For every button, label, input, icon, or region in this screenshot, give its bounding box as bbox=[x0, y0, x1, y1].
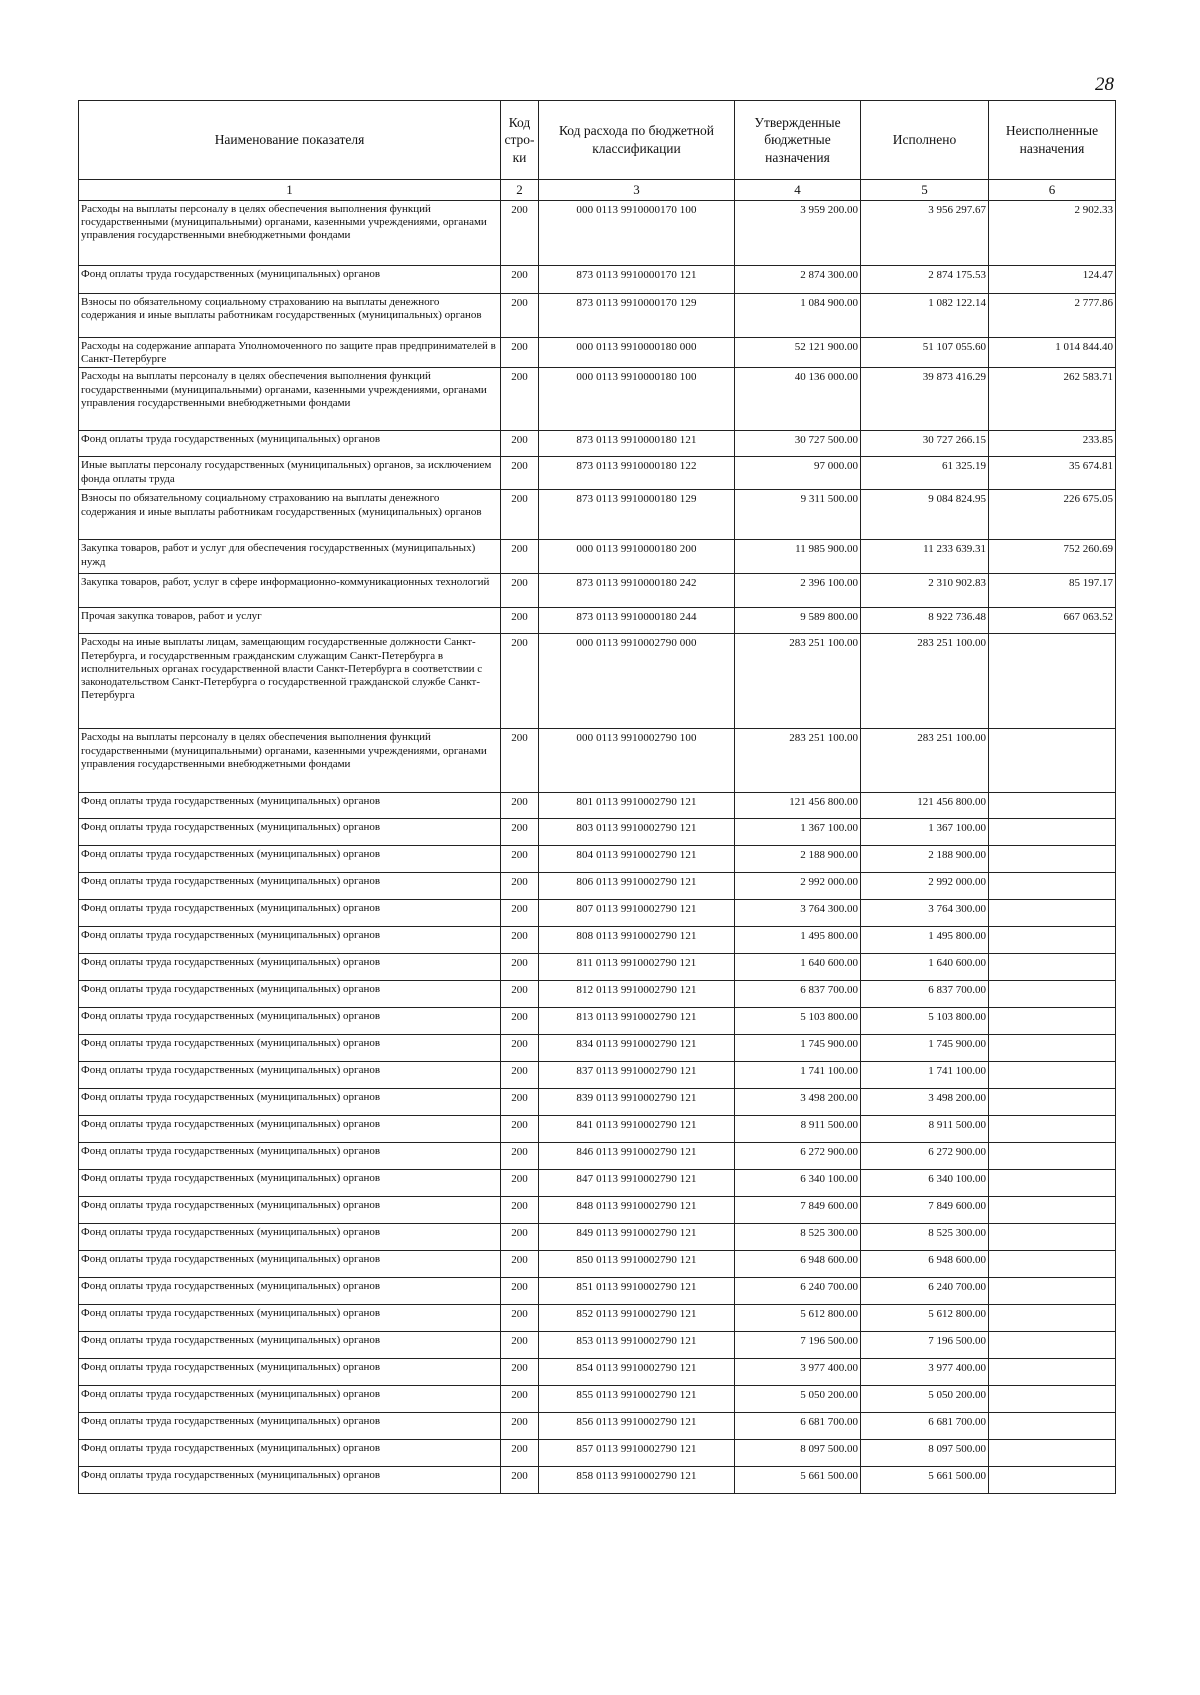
row-line-code: 200 bbox=[501, 1224, 539, 1251]
row-approved-amount: 6 272 900.00 bbox=[735, 1143, 861, 1170]
row-approved-amount: 1 367 100.00 bbox=[735, 819, 861, 846]
row-indicator-name: Фонд оплаты труда государственных (муниципальных) органов bbox=[79, 1251, 501, 1278]
header-indicator-name: Наименование показателя bbox=[79, 101, 501, 180]
row-indicator-name: Фонд оплаты труда государственных (муниципальных) органов bbox=[79, 1413, 501, 1440]
page-number: 28 bbox=[1095, 74, 1114, 95]
row-line-code: 200 bbox=[501, 1062, 539, 1089]
table-row bbox=[79, 1413, 1116, 1440]
row-budget-code: 801 0113 9910002790 121 bbox=[539, 793, 735, 819]
row-unexecuted-amount bbox=[989, 1143, 1116, 1170]
row-approved-amount: 40 136 000.00 bbox=[735, 368, 861, 431]
row-budget-code: 847 0113 9910002790 121 bbox=[539, 1170, 735, 1197]
row-indicator-name: Взносы по обязательному социальному страхованию на выплаты денежного содержания и иные выплаты работникам государственных (муниципальных) органов bbox=[79, 490, 501, 540]
row-budget-code: 850 0113 9910002790 121 bbox=[539, 1251, 735, 1278]
row-executed-amount: 6 681 700.00 bbox=[861, 1413, 989, 1440]
row-indicator-name: Прочая закупка товаров, работ и услуг bbox=[79, 608, 501, 634]
row-line-code: 200 bbox=[501, 873, 539, 900]
table-body bbox=[79, 201, 1116, 1494]
row-approved-amount: 1 741 100.00 bbox=[735, 1062, 861, 1089]
table-row bbox=[79, 457, 1116, 490]
row-approved-amount: 6 837 700.00 bbox=[735, 981, 861, 1008]
row-indicator-name: Фонд оплаты труда государственных (муниципальных) органов bbox=[79, 873, 501, 900]
row-line-code: 200 bbox=[501, 729, 539, 793]
row-unexecuted-amount bbox=[989, 846, 1116, 873]
row-indicator-name: Фонд оплаты труда государственных (муниципальных) органов bbox=[79, 1035, 501, 1062]
row-indicator-name: Фонд оплаты труда государственных (муниципальных) органов bbox=[79, 1008, 501, 1035]
row-indicator-name: Закупка товаров, работ, услуг в сфере информационно-коммуникационных технологий bbox=[79, 574, 501, 608]
row-budget-code: 841 0113 9910002790 121 bbox=[539, 1116, 735, 1143]
row-executed-amount: 8 097 500.00 bbox=[861, 1440, 989, 1467]
row-approved-amount: 2 992 000.00 bbox=[735, 873, 861, 900]
row-executed-amount: 2 992 000.00 bbox=[861, 873, 989, 900]
row-executed-amount: 1 640 600.00 bbox=[861, 954, 989, 981]
row-line-code: 200 bbox=[501, 431, 539, 457]
table-row bbox=[79, 1143, 1116, 1170]
column-number-row bbox=[79, 180, 1116, 201]
row-unexecuted-amount bbox=[989, 1332, 1116, 1359]
column-number: 5 bbox=[861, 180, 989, 201]
row-budget-code: 000 0113 9910000170 100 bbox=[539, 201, 735, 266]
row-approved-amount: 283 251 100.00 bbox=[735, 729, 861, 793]
row-unexecuted-amount bbox=[989, 1278, 1116, 1305]
row-unexecuted-amount bbox=[989, 1251, 1116, 1278]
row-unexecuted-amount: 667 063.52 bbox=[989, 608, 1116, 634]
row-line-code: 200 bbox=[501, 1413, 539, 1440]
row-executed-amount: 6 340 100.00 bbox=[861, 1170, 989, 1197]
table-row bbox=[79, 729, 1116, 793]
row-executed-amount: 1 495 800.00 bbox=[861, 927, 989, 954]
row-approved-amount: 6 340 100.00 bbox=[735, 1170, 861, 1197]
table-row bbox=[79, 1278, 1116, 1305]
row-unexecuted-amount bbox=[989, 927, 1116, 954]
table-row bbox=[79, 1386, 1116, 1413]
row-budget-code: 848 0113 9910002790 121 bbox=[539, 1197, 735, 1224]
table-row bbox=[79, 954, 1116, 981]
row-unexecuted-amount bbox=[989, 1224, 1116, 1251]
header-line-code: Код стро-ки bbox=[501, 101, 539, 180]
row-line-code: 200 bbox=[501, 1197, 539, 1224]
row-executed-amount: 61 325.19 bbox=[861, 457, 989, 490]
row-budget-code: 852 0113 9910002790 121 bbox=[539, 1305, 735, 1332]
row-unexecuted-amount bbox=[989, 1359, 1116, 1386]
row-line-code: 200 bbox=[501, 338, 539, 368]
row-approved-amount: 8 911 500.00 bbox=[735, 1116, 861, 1143]
row-budget-code: 873 0113 9910000180 242 bbox=[539, 574, 735, 608]
header-approved-appropriations: Утвержденные бюджетные назначения bbox=[735, 101, 861, 180]
row-approved-amount: 6 681 700.00 bbox=[735, 1413, 861, 1440]
row-line-code: 200 bbox=[501, 266, 539, 294]
row-indicator-name: Фонд оплаты труда государственных (муниципальных) органов bbox=[79, 900, 501, 927]
row-approved-amount: 5 050 200.00 bbox=[735, 1386, 861, 1413]
row-line-code: 200 bbox=[501, 1332, 539, 1359]
row-line-code: 200 bbox=[501, 634, 539, 729]
row-line-code: 200 bbox=[501, 819, 539, 846]
row-line-code: 200 bbox=[501, 1359, 539, 1386]
row-approved-amount: 5 661 500.00 bbox=[735, 1467, 861, 1494]
table-row bbox=[79, 1008, 1116, 1035]
row-budget-code: 873 0113 9910000170 121 bbox=[539, 266, 735, 294]
row-unexecuted-amount: 2 777.86 bbox=[989, 294, 1116, 338]
row-approved-amount: 1 640 600.00 bbox=[735, 954, 861, 981]
row-line-code: 200 bbox=[501, 574, 539, 608]
row-line-code: 200 bbox=[501, 1278, 539, 1305]
row-executed-amount: 3 977 400.00 bbox=[861, 1359, 989, 1386]
row-unexecuted-amount bbox=[989, 1116, 1116, 1143]
row-unexecuted-amount: 2 902.33 bbox=[989, 201, 1116, 266]
row-budget-code: 856 0113 9910002790 121 bbox=[539, 1413, 735, 1440]
row-line-code: 200 bbox=[501, 1386, 539, 1413]
row-approved-amount: 8 097 500.00 bbox=[735, 1440, 861, 1467]
row-line-code: 200 bbox=[501, 1008, 539, 1035]
row-indicator-name: Фонд оплаты труда государственных (муниципальных) органов bbox=[79, 1143, 501, 1170]
row-budget-code: 808 0113 9910002790 121 bbox=[539, 927, 735, 954]
table-row bbox=[79, 793, 1116, 819]
row-approved-amount: 3 498 200.00 bbox=[735, 1089, 861, 1116]
row-indicator-name: Закупка товаров, работ и услуг для обеспечения государственных (муниципальных) нужд bbox=[79, 540, 501, 574]
column-number: 3 bbox=[539, 180, 735, 201]
row-unexecuted-amount bbox=[989, 1467, 1116, 1494]
row-indicator-name: Фонд оплаты труда государственных (муниципальных) органов bbox=[79, 1197, 501, 1224]
row-executed-amount: 283 251 100.00 bbox=[861, 634, 989, 729]
row-line-code: 200 bbox=[501, 1035, 539, 1062]
row-indicator-name: Фонд оплаты труда государственных (муниципальных) органов bbox=[79, 431, 501, 457]
table-row bbox=[79, 819, 1116, 846]
table-row bbox=[79, 1089, 1116, 1116]
row-approved-amount: 11 985 900.00 bbox=[735, 540, 861, 574]
row-approved-amount: 3 764 300.00 bbox=[735, 900, 861, 927]
row-indicator-name: Фонд оплаты труда государственных (муниципальных) органов bbox=[79, 846, 501, 873]
table-row bbox=[79, 368, 1116, 431]
row-budget-code: 811 0113 9910002790 121 bbox=[539, 954, 735, 981]
row-executed-amount: 3 956 297.67 bbox=[861, 201, 989, 266]
row-executed-amount: 5 050 200.00 bbox=[861, 1386, 989, 1413]
row-indicator-name: Расходы на иные выплаты лицам, замещающим государственные должности Санкт-Петербурга, и государственным гражданским служащим Санкт-Петербурга в исполнительных органах государственной власти Санкт-Петербурга в соответствии с законодательством Санкт-Петербурга о государственной гражданской службе Санкт-Петербурга bbox=[79, 634, 501, 729]
row-approved-amount: 97 000.00 bbox=[735, 457, 861, 490]
row-executed-amount: 1 741 100.00 bbox=[861, 1062, 989, 1089]
row-budget-code: 804 0113 9910002790 121 bbox=[539, 846, 735, 873]
table-row bbox=[79, 981, 1116, 1008]
row-budget-code: 813 0113 9910002790 121 bbox=[539, 1008, 735, 1035]
row-budget-code: 812 0113 9910002790 121 bbox=[539, 981, 735, 1008]
row-line-code: 200 bbox=[501, 1143, 539, 1170]
row-budget-code: 000 0113 9910002790 100 bbox=[539, 729, 735, 793]
row-budget-code: 807 0113 9910002790 121 bbox=[539, 900, 735, 927]
row-unexecuted-amount bbox=[989, 1062, 1116, 1089]
table-row bbox=[79, 900, 1116, 927]
row-unexecuted-amount: 124.47 bbox=[989, 266, 1116, 294]
row-executed-amount: 39 873 416.29 bbox=[861, 368, 989, 431]
table-row bbox=[79, 927, 1116, 954]
row-line-code: 200 bbox=[501, 201, 539, 266]
row-executed-amount: 8 911 500.00 bbox=[861, 1116, 989, 1143]
row-line-code: 200 bbox=[501, 1251, 539, 1278]
row-line-code: 200 bbox=[501, 294, 539, 338]
table-row bbox=[79, 1062, 1116, 1089]
row-executed-amount: 51 107 055.60 bbox=[861, 338, 989, 368]
row-line-code: 200 bbox=[501, 1467, 539, 1494]
header-executed: Исполнено bbox=[861, 101, 989, 180]
row-approved-amount: 5 103 800.00 bbox=[735, 1008, 861, 1035]
row-budget-code: 851 0113 9910002790 121 bbox=[539, 1278, 735, 1305]
row-executed-amount: 30 727 266.15 bbox=[861, 431, 989, 457]
row-executed-amount: 7 849 600.00 bbox=[861, 1197, 989, 1224]
budget-execution-table bbox=[78, 100, 1116, 1494]
row-approved-amount: 3 959 200.00 bbox=[735, 201, 861, 266]
table-row bbox=[79, 1251, 1116, 1278]
row-approved-amount: 9 589 800.00 bbox=[735, 608, 861, 634]
row-budget-code: 854 0113 9910002790 121 bbox=[539, 1359, 735, 1386]
row-indicator-name: Расходы на содержание аппарата Уполномоченного по защите прав предпринимателей в Санкт-Петербурге bbox=[79, 338, 501, 368]
row-executed-amount: 6 948 600.00 bbox=[861, 1251, 989, 1278]
row-indicator-name: Расходы на выплаты персоналу в целях обеспечения выполнения функций государственными (муниципальными) органами, казенными учреждениями, органами управления государственными внебюджетными фондами bbox=[79, 368, 501, 431]
row-line-code: 200 bbox=[501, 1116, 539, 1143]
row-executed-amount: 11 233 639.31 bbox=[861, 540, 989, 574]
row-indicator-name: Фонд оплаты труда государственных (муниципальных) органов bbox=[79, 1440, 501, 1467]
row-executed-amount: 6 837 700.00 bbox=[861, 981, 989, 1008]
row-line-code: 200 bbox=[501, 368, 539, 431]
row-indicator-name: Фонд оплаты труда государственных (муниципальных) органов bbox=[79, 1116, 501, 1143]
row-approved-amount: 283 251 100.00 bbox=[735, 634, 861, 729]
row-approved-amount: 30 727 500.00 bbox=[735, 431, 861, 457]
row-budget-code: 855 0113 9910002790 121 bbox=[539, 1386, 735, 1413]
row-unexecuted-amount bbox=[989, 1386, 1116, 1413]
row-line-code: 200 bbox=[501, 1440, 539, 1467]
row-unexecuted-amount bbox=[989, 819, 1116, 846]
row-indicator-name: Фонд оплаты труда государственных (муниципальных) органов bbox=[79, 1062, 501, 1089]
row-indicator-name: Фонд оплаты труда государственных (муниципальных) органов bbox=[79, 1089, 501, 1116]
row-line-code: 200 bbox=[501, 954, 539, 981]
row-line-code: 200 bbox=[501, 793, 539, 819]
row-unexecuted-amount bbox=[989, 793, 1116, 819]
row-line-code: 200 bbox=[501, 927, 539, 954]
row-unexecuted-amount bbox=[989, 954, 1116, 981]
table-row bbox=[79, 634, 1116, 729]
row-budget-code: 806 0113 9910002790 121 bbox=[539, 873, 735, 900]
row-line-code: 200 bbox=[501, 900, 539, 927]
row-indicator-name: Фонд оплаты труда государственных (муниципальных) органов bbox=[79, 266, 501, 294]
row-line-code: 200 bbox=[501, 1089, 539, 1116]
row-indicator-name: Фонд оплаты труда государственных (муниципальных) органов bbox=[79, 1170, 501, 1197]
table-row bbox=[79, 266, 1116, 294]
row-unexecuted-amount bbox=[989, 1305, 1116, 1332]
row-indicator-name: Иные выплаты персоналу государственных (муниципальных) органов, за исключением фонда оплаты труда bbox=[79, 457, 501, 490]
row-unexecuted-amount: 85 197.17 bbox=[989, 574, 1116, 608]
row-unexecuted-amount bbox=[989, 634, 1116, 729]
row-indicator-name: Фонд оплаты труда государственных (муниципальных) органов bbox=[79, 1224, 501, 1251]
row-line-code: 200 bbox=[501, 540, 539, 574]
row-approved-amount: 7 849 600.00 bbox=[735, 1197, 861, 1224]
row-budget-code: 873 0113 9910000180 121 bbox=[539, 431, 735, 457]
row-unexecuted-amount bbox=[989, 1440, 1116, 1467]
row-budget-code: 853 0113 9910002790 121 bbox=[539, 1332, 735, 1359]
row-line-code: 200 bbox=[501, 981, 539, 1008]
table-row bbox=[79, 1197, 1116, 1224]
row-budget-code: 858 0113 9910002790 121 bbox=[539, 1467, 735, 1494]
row-indicator-name: Фонд оплаты труда государственных (муниципальных) органов bbox=[79, 1467, 501, 1494]
row-unexecuted-amount: 233.85 bbox=[989, 431, 1116, 457]
row-unexecuted-amount bbox=[989, 1035, 1116, 1062]
column-number: 2 bbox=[501, 180, 539, 201]
row-unexecuted-amount: 226 675.05 bbox=[989, 490, 1116, 540]
row-executed-amount: 121 456 800.00 bbox=[861, 793, 989, 819]
row-unexecuted-amount bbox=[989, 1089, 1116, 1116]
row-indicator-name: Фонд оплаты труда государственных (муниципальных) органов bbox=[79, 1332, 501, 1359]
column-number: 1 bbox=[79, 180, 501, 201]
column-number: 6 bbox=[989, 180, 1116, 201]
row-unexecuted-amount bbox=[989, 981, 1116, 1008]
table-row bbox=[79, 338, 1116, 368]
row-executed-amount: 2 188 900.00 bbox=[861, 846, 989, 873]
row-budget-code: 000 0113 9910002790 000 bbox=[539, 634, 735, 729]
row-approved-amount: 2 188 900.00 bbox=[735, 846, 861, 873]
table-row bbox=[79, 1305, 1116, 1332]
table-row bbox=[79, 1359, 1116, 1386]
row-executed-amount: 283 251 100.00 bbox=[861, 729, 989, 793]
row-budget-code: 846 0113 9910002790 121 bbox=[539, 1143, 735, 1170]
row-approved-amount: 7 196 500.00 bbox=[735, 1332, 861, 1359]
row-budget-code: 834 0113 9910002790 121 bbox=[539, 1035, 735, 1062]
row-indicator-name: Фонд оплаты труда государственных (муниципальных) органов bbox=[79, 927, 501, 954]
row-budget-code: 873 0113 9910000170 129 bbox=[539, 294, 735, 338]
row-line-code: 200 bbox=[501, 490, 539, 540]
row-budget-code: 857 0113 9910002790 121 bbox=[539, 1440, 735, 1467]
table-row bbox=[79, 1440, 1116, 1467]
header-unexecuted-appropriations: Неисполненные назначения bbox=[989, 101, 1116, 180]
row-executed-amount: 5 103 800.00 bbox=[861, 1008, 989, 1035]
table-row bbox=[79, 608, 1116, 634]
row-line-code: 200 bbox=[501, 457, 539, 490]
row-executed-amount: 8 525 300.00 bbox=[861, 1224, 989, 1251]
table-row bbox=[79, 1035, 1116, 1062]
table-row bbox=[79, 1332, 1116, 1359]
row-executed-amount: 8 922 736.48 bbox=[861, 608, 989, 634]
row-indicator-name: Фонд оплаты труда государственных (муниципальных) органов bbox=[79, 793, 501, 819]
row-budget-code: 000 0113 9910000180 000 bbox=[539, 338, 735, 368]
row-indicator-name: Фонд оплаты труда государственных (муниципальных) органов bbox=[79, 954, 501, 981]
row-approved-amount: 3 977 400.00 bbox=[735, 1359, 861, 1386]
row-unexecuted-amount: 35 674.81 bbox=[989, 457, 1116, 490]
row-executed-amount: 1 745 900.00 bbox=[861, 1035, 989, 1062]
row-approved-amount: 121 456 800.00 bbox=[735, 793, 861, 819]
row-approved-amount: 8 525 300.00 bbox=[735, 1224, 861, 1251]
row-executed-amount: 3 498 200.00 bbox=[861, 1089, 989, 1116]
table-row bbox=[79, 431, 1116, 457]
row-unexecuted-amount: 752 260.69 bbox=[989, 540, 1116, 574]
table-row bbox=[79, 201, 1116, 266]
row-budget-code: 873 0113 9910000180 129 bbox=[539, 490, 735, 540]
row-indicator-name: Фонд оплаты труда государственных (муниципальных) органов bbox=[79, 1278, 501, 1305]
row-budget-code: 873 0113 9910000180 244 bbox=[539, 608, 735, 634]
row-executed-amount: 6 272 900.00 bbox=[861, 1143, 989, 1170]
row-indicator-name: Фонд оплаты труда государственных (муниципальных) органов bbox=[79, 1359, 501, 1386]
row-executed-amount: 6 240 700.00 bbox=[861, 1278, 989, 1305]
row-approved-amount: 5 612 800.00 bbox=[735, 1305, 861, 1332]
row-indicator-name: Фонд оплаты труда государственных (муниципальных) органов bbox=[79, 1386, 501, 1413]
row-line-code: 200 bbox=[501, 1170, 539, 1197]
table-row bbox=[79, 490, 1116, 540]
table-row bbox=[79, 540, 1116, 574]
row-unexecuted-amount bbox=[989, 900, 1116, 927]
row-executed-amount: 1 367 100.00 bbox=[861, 819, 989, 846]
row-unexecuted-amount bbox=[989, 1008, 1116, 1035]
header-budget-classification-code: Код расхода по бюджетной классификации bbox=[539, 101, 735, 180]
row-line-code: 200 bbox=[501, 1305, 539, 1332]
row-approved-amount: 1 495 800.00 bbox=[735, 927, 861, 954]
row-budget-code: 839 0113 9910002790 121 bbox=[539, 1089, 735, 1116]
row-indicator-name: Фонд оплаты труда государственных (муниципальных) органов bbox=[79, 819, 501, 846]
row-executed-amount: 7 196 500.00 bbox=[861, 1332, 989, 1359]
row-approved-amount: 52 121 900.00 bbox=[735, 338, 861, 368]
row-approved-amount: 2 874 300.00 bbox=[735, 266, 861, 294]
row-indicator-name: Фонд оплаты труда государственных (муниципальных) органов bbox=[79, 981, 501, 1008]
table-header-row bbox=[79, 101, 1116, 180]
row-executed-amount: 3 764 300.00 bbox=[861, 900, 989, 927]
row-indicator-name: Взносы по обязательному социальному страхованию на выплаты денежного содержания и иные выплаты работникам государственных (муниципальных) органов bbox=[79, 294, 501, 338]
row-line-code: 200 bbox=[501, 608, 539, 634]
row-executed-amount: 5 661 500.00 bbox=[861, 1467, 989, 1494]
row-executed-amount: 1 082 122.14 bbox=[861, 294, 989, 338]
row-indicator-name: Расходы на выплаты персоналу в целях обеспечения выполнения функций государственными (муниципальными) органами, казенными учреждениями, органами управления государственными внебюджетными фондами bbox=[79, 729, 501, 793]
row-budget-code: 873 0113 9910000180 122 bbox=[539, 457, 735, 490]
table-row bbox=[79, 1116, 1116, 1143]
row-unexecuted-amount: 262 583.71 bbox=[989, 368, 1116, 431]
table-row bbox=[79, 294, 1116, 338]
row-approved-amount: 1 084 900.00 bbox=[735, 294, 861, 338]
row-approved-amount: 6 948 600.00 bbox=[735, 1251, 861, 1278]
row-unexecuted-amount: 1 014 844.40 bbox=[989, 338, 1116, 368]
row-indicator-name: Расходы на выплаты персоналу в целях обеспечения выполнения функций государственными (муниципальными) органами, казенными учреждениями, органами управления государственными внебюджетными фондами bbox=[79, 201, 501, 266]
row-budget-code: 849 0113 9910002790 121 bbox=[539, 1224, 735, 1251]
table-row bbox=[79, 846, 1116, 873]
row-line-code: 200 bbox=[501, 846, 539, 873]
row-approved-amount: 2 396 100.00 bbox=[735, 574, 861, 608]
table-row bbox=[79, 1467, 1116, 1494]
row-unexecuted-amount bbox=[989, 1170, 1116, 1197]
row-budget-code: 000 0113 9910000180 100 bbox=[539, 368, 735, 431]
row-executed-amount: 2 874 175.53 bbox=[861, 266, 989, 294]
row-approved-amount: 6 240 700.00 bbox=[735, 1278, 861, 1305]
table-row bbox=[79, 574, 1116, 608]
column-number: 4 bbox=[735, 180, 861, 201]
row-approved-amount: 9 311 500.00 bbox=[735, 490, 861, 540]
row-executed-amount: 5 612 800.00 bbox=[861, 1305, 989, 1332]
row-budget-code: 837 0113 9910002790 121 bbox=[539, 1062, 735, 1089]
table-row bbox=[79, 1170, 1116, 1197]
row-budget-code: 803 0113 9910002790 121 bbox=[539, 819, 735, 846]
table-row bbox=[79, 1224, 1116, 1251]
row-unexecuted-amount bbox=[989, 729, 1116, 793]
row-budget-code: 000 0113 9910000180 200 bbox=[539, 540, 735, 574]
row-unexecuted-amount bbox=[989, 1413, 1116, 1440]
row-executed-amount: 9 084 824.95 bbox=[861, 490, 989, 540]
row-unexecuted-amount bbox=[989, 1197, 1116, 1224]
row-executed-amount: 2 310 902.83 bbox=[861, 574, 989, 608]
row-unexecuted-amount bbox=[989, 873, 1116, 900]
row-approved-amount: 1 745 900.00 bbox=[735, 1035, 861, 1062]
row-indicator-name: Фонд оплаты труда государственных (муниципальных) органов bbox=[79, 1305, 501, 1332]
table-row bbox=[79, 873, 1116, 900]
